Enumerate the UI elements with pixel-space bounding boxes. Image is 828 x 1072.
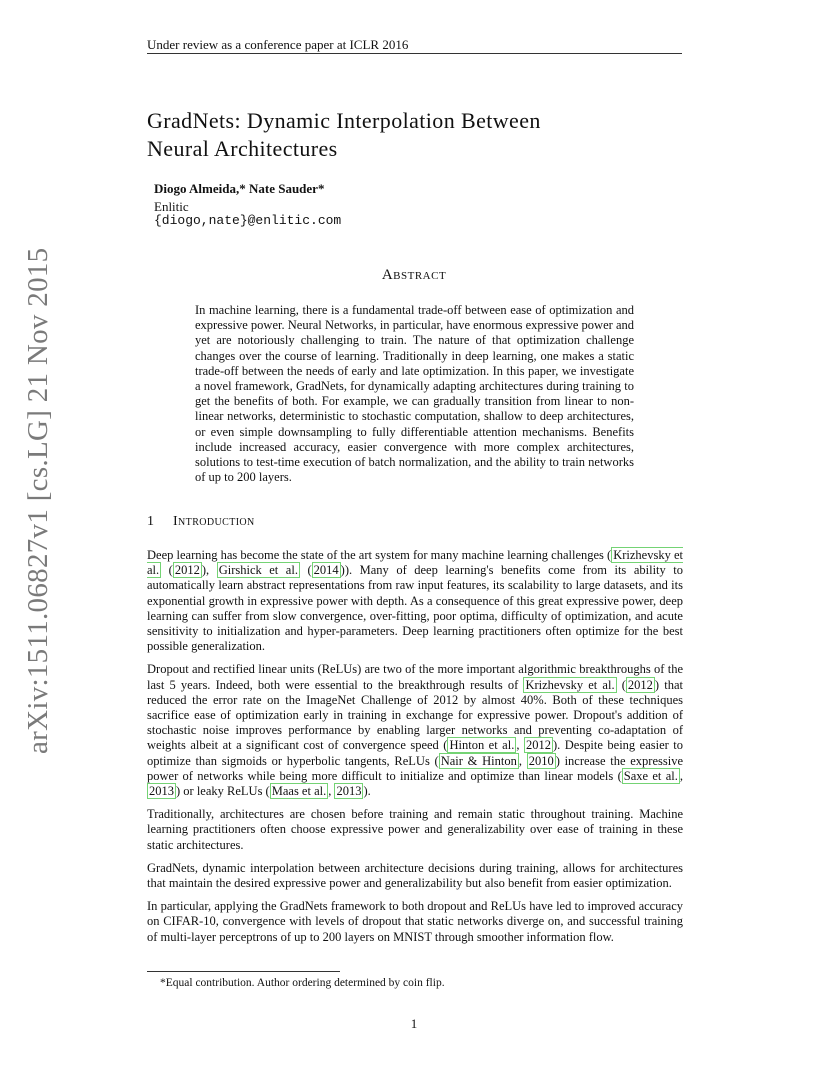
citation-link[interactable]: Maas et al.	[271, 784, 327, 799]
citation-link[interactable]: 2010	[528, 753, 554, 768]
citation-link[interactable]: 2012	[525, 738, 551, 753]
header-rule	[147, 53, 682, 54]
arxiv-identifier-stamp: arXiv:1511.06827v1 [cs.LG] 21 Nov 2015	[22, 247, 54, 754]
citation-link[interactable]: Nair & Hinton	[440, 753, 517, 768]
text-span: Deep learning has become the state of the art system for many machine learning challenges (	[147, 548, 612, 562]
citation-link[interactable]: Krizhevsky et al.	[147, 548, 683, 578]
citation-link[interactable]: 2012	[174, 563, 200, 578]
text-span: ,	[328, 784, 335, 799]
footnote-text: *Equal contribution. Author ordering determined by coin flip.	[160, 977, 445, 989]
citation-link[interactable]: Hinton et al.	[449, 738, 515, 753]
text-span: (	[616, 677, 626, 692]
paragraph-3: Traditionally, architectures are chosen before training and remain static throughout training. Machine learning practitioners often choose expressive power and generalizability over ease of training in these static architectures.	[147, 807, 683, 852]
citation-link[interactable]: Krizhevsky et al.	[525, 677, 615, 692]
running-header: Under review as a conference paper at ICLR 2016	[147, 37, 409, 52]
text-span: (	[299, 563, 312, 578]
citation-link[interactable]: 2014	[313, 563, 339, 578]
author-names: Diogo Almeida,* Nate Sauder*	[154, 181, 325, 196]
text-span: ) that reduced the error rate on the ImageNet Challenge of 2012 by almost 40%. Both of these techniques sacrifice ease of optimization early in training in exchange for expressive power. Dropout's addition of stochastic noise improves performance by enabling larger networks and preventing co-adaptation of weights albeit at a significant cost of convergence speed (	[147, 677, 683, 753]
page-number: 1	[410, 1016, 418, 1031]
text-span: )). Many of deep learning's benefits come from its ability to automatically learn abstract representations from raw input features, its scalability to large datasets, and its exponential growth in expressive power with depth. As a consequence of this great expressive power, deep learning can suffer from slow convergence, over-fitting, poor optima, difficulty of optimization, and acute sensitivity to initialization and hyper-parameters. Deep learning practitioners often optimize for the best possible generalization.	[147, 563, 684, 654]
paragraph-2	[147, 662, 683, 799]
text-span: (	[161, 563, 173, 578]
title-line-2: Neural Architectures	[147, 136, 338, 161]
text-span: ,	[518, 753, 527, 768]
section-number: 1	[147, 514, 155, 529]
text-span: Dropout and rectified linear units (ReLUs) are two of the more important algorithmic breakthroughs of the last 5 years. Indeed, both were essential to the breakthrough results of	[147, 662, 683, 692]
citation-link[interactable]: 2012	[627, 677, 653, 692]
footnote-rule	[147, 971, 340, 972]
citation-link[interactable]: Girshick et al.	[218, 563, 298, 578]
citation-link[interactable]: Saxe et al.	[623, 768, 678, 783]
abstract-heading: Abstract	[381, 267, 447, 283]
title-line-1: GradNets: Dynamic Interpolation Between	[147, 108, 541, 133]
introduction-body	[147, 548, 683, 953]
text-span: ),	[201, 563, 217, 578]
citation-link[interactable]: 2013	[336, 784, 362, 799]
citation-link[interactable]: 2013	[149, 784, 174, 799]
section-title: Introduction	[173, 514, 255, 529]
text-span: ). Despite being easier to optimize than sigmoids or hyperbolic tangents, ReLUs (	[147, 738, 684, 768]
author-affiliation: Enlitic	[154, 199, 189, 214]
text-span: ,	[516, 738, 524, 753]
section-heading-introduction	[147, 514, 255, 530]
text-span: ) increase the expressive power of networks while being more difficult to initialize and optimize than linear models (	[147, 753, 683, 783]
text-span: ,	[679, 768, 684, 783]
text-span: ).	[363, 784, 371, 799]
paragraph-4: GradNets, dynamic interpolation between architecture decisions during training, allows for architectures that maintain the desired expressive power and generalizability but also benefit from easier optimization.	[147, 860, 683, 891]
author-email: {diogo,nate}@enlitic.com	[154, 213, 342, 228]
paragraph-5: In particular, applying the GradNets framework to both dropout and ReLUs have led to improved accuracy on CIFAR-10, convergence with levels of dropout that static networks diverge on, and successful training of multi-layer perceptrons of up to 200 layers on MNIST through smoother information flow.	[147, 899, 683, 944]
paper-title	[147, 107, 687, 163]
abstract-text: In machine learning, there is a fundamental trade-off between ease of optimization and expressive power. Neural Networks, in particular, have enormous expressive power and yet are notoriously challenging to train. The nature of that optimization challenge changes over the course of learning. Traditionally in deep learning, one makes a static trade-off between the needs of early and late optimization. In this paper, we investigate a novel framework, GradNets, for dynamically adapting architectures during training to get the benefits of both. For example, we can gradually transition from linear to non-linear networks, deterministic to stochastic computation, shallow to deep architectures, or even simple downsampling to fully differentiable attention mechanisms. Benefits include increased accuracy, easier convergence with more complex architectures, solutions to test-time execution of batch normalization, and the ability to train networks of up to 200 layers.	[195, 303, 634, 485]
paragraph-1	[147, 548, 683, 654]
text-span: ) or leaky ReLUs (	[176, 784, 270, 799]
